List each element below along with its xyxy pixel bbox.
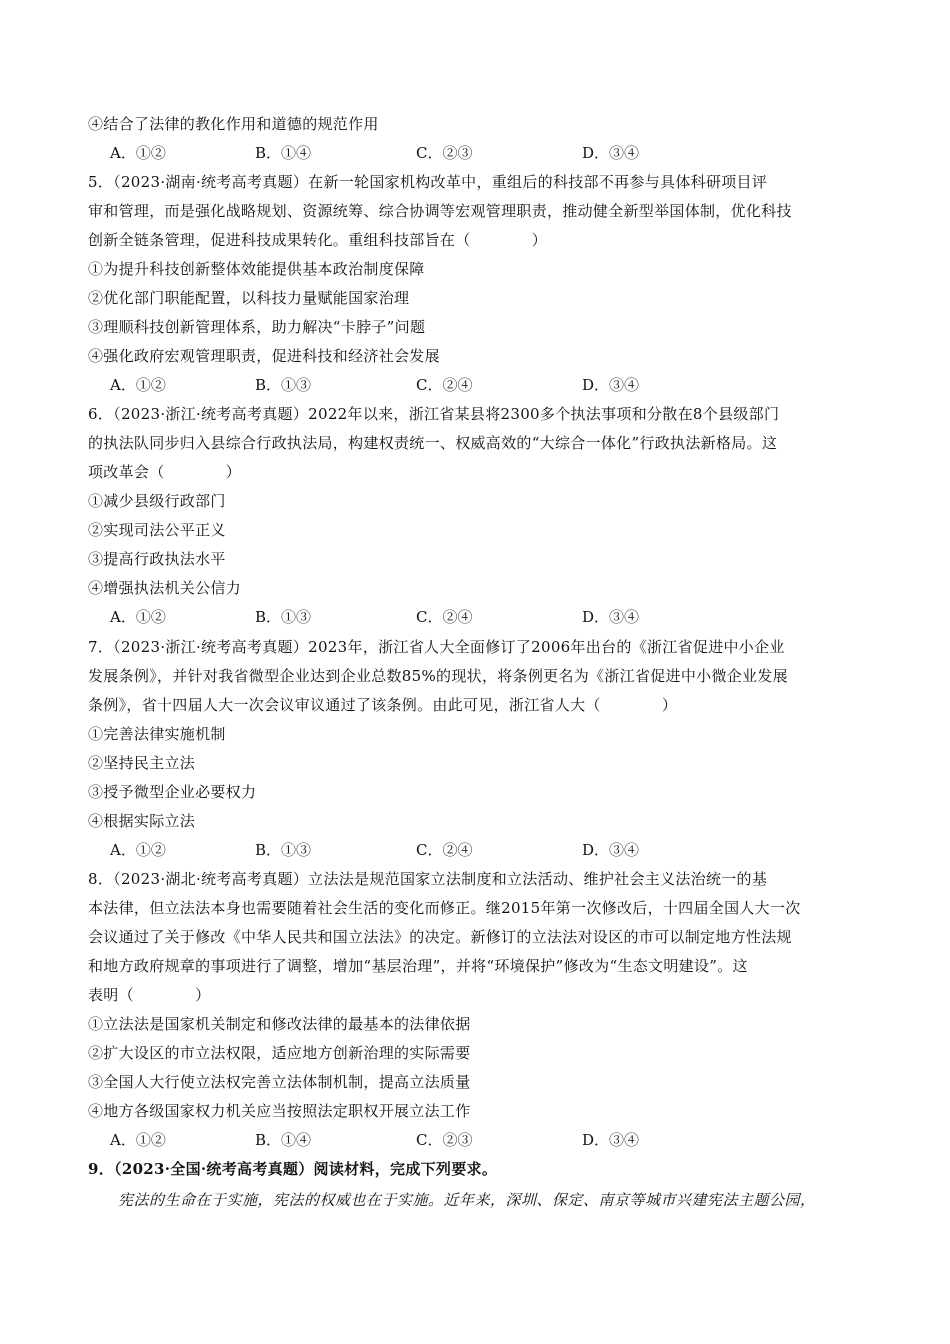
choice-a[interactable]: A．①②	[110, 841, 166, 859]
choice-b[interactable]: B．①③	[255, 376, 312, 394]
q7-statement-1: ①完善法律实施机制	[88, 725, 226, 743]
choice-a[interactable]: A．①②	[110, 376, 166, 394]
q4-option-4: ④结合了法律的教化作用和道德的规范作用	[88, 115, 379, 133]
q8-stem-line-2: 本法律，但立法法本身也需要随着社会生活的变化而修正。继2015年第一次修改后，十四届全国人大一次	[88, 899, 801, 917]
q8-statement-1: ①立法法是国家机关制定和修改法律的最基本的法律依据	[88, 1015, 471, 1033]
q5-stem-line-1: 5．（2023·湖南·统考高考真题）在新一轮国家机构改革中，重组后的科技部不再参与具体科研项目评	[88, 173, 768, 191]
choice-d[interactable]: D．③④	[582, 376, 640, 394]
q7-stem-line-3: 条例》，省十四届人大一次会议审议通过了该条例。由此可见，浙江省人大（ ）	[88, 696, 678, 714]
q5-stem-line-2: 审和管理，而是强化战略规划、资源统筹、综合协调等宏观管理职责，推动健全新型举国体制，优化科技	[88, 202, 792, 220]
choice-a[interactable]: A．①②	[110, 608, 166, 626]
q8-stem-line-5: 表明（ ）	[88, 986, 211, 1004]
q6-statement-1: ①减少县级行政部门	[88, 492, 226, 510]
choice-c[interactable]: C．②④	[416, 608, 473, 626]
q5-stem-line-3: 创新全链条管理，促进科技成果转化。重组科技部旨在（ ）	[88, 231, 548, 249]
q9-material-text: 宪法的生命在于实施，宪法的权威也在于实施。近年来，深圳、保定、南京等城市兴建宪法主题公园，	[118, 1191, 816, 1209]
q6-statement-4: ④增强执法机关公信力	[88, 579, 242, 597]
q7-statement-2: ②坚持民主立法	[88, 754, 196, 772]
q6-stem-line-3: 项改革会（ ）	[88, 463, 242, 481]
choice-d[interactable]: D．③④	[582, 841, 640, 859]
q8-stem-line-3: 会议通过了关于修改《中华人民共和国立法法》的决定。新修订的立法法对设区的市可以制定地方性法规	[88, 928, 792, 946]
choice-b[interactable]: B．①④	[255, 144, 312, 162]
choice-a[interactable]: A．①②	[110, 144, 166, 162]
q7-stem-line-2: 发展条例》，并针对我省微型企业达到企业总数85%的现状，将条例更名为《浙江省促进中小微企业发展	[88, 667, 788, 685]
q7-statement-3: ③授予微型企业必要权力	[88, 783, 257, 801]
q8-statement-3: ③全国人大行使立法权完善立法体制机制，提高立法质量	[88, 1073, 471, 1091]
q8-statement-4: ④地方各级国家权力机关应当按照法定职权开展立法工作	[88, 1102, 471, 1120]
q6-stem-line-2: 的执法队同步归入县综合行政执法局，构建权责统一、权威高效的“大综合一体化”行政执法新格局。这	[88, 434, 778, 452]
q8-stem-line-1: 8．（2023·湖北·统考高考真题）立法法是规范国家立法制度和立法活动、维护社会主义法治统一的基	[88, 870, 768, 888]
choice-b[interactable]: B．①④	[255, 1131, 312, 1149]
choice-d[interactable]: D．③④	[582, 144, 640, 162]
choice-d[interactable]: D．③④	[582, 608, 640, 626]
q6-stem-line-1: 6．（2023·浙江·统考高考真题）2022年以来，浙江省某县将2300多个执法事项和分散在8个县级部门	[88, 405, 780, 423]
choice-a[interactable]: A．①②	[110, 1131, 166, 1149]
q8-statement-2: ②扩大设区的市立法权限，适应地方创新治理的实际需要	[88, 1044, 471, 1062]
q9-heading: 9．（2023·全国·统考高考真题）阅读材料，完成下列要求。	[88, 1160, 498, 1178]
q6-statement-2: ②实现司法公平正义	[88, 521, 226, 539]
q5-statement-1: ①为提升科技创新整体效能提供基本政治制度保障	[88, 260, 425, 278]
q5-statement-2: ②优化部门职能配置，以科技力量赋能国家治理	[88, 289, 410, 307]
choice-c[interactable]: C．②③	[416, 144, 473, 162]
choice-c[interactable]: C．②④	[416, 376, 473, 394]
choice-d[interactable]: D．③④	[582, 1131, 640, 1149]
q7-stem-line-1: 7．（2023·浙江·统考高考真题）2023年，浙江省人大全面修订了2006年出台的《浙江省促进中小企业	[88, 638, 785, 656]
q5-statement-4: ④强化政府宏观管理职责，促进科技和经济社会发展	[88, 347, 440, 365]
choice-c[interactable]: C．②③	[416, 1131, 473, 1149]
q8-stem-line-4: 和地方政府规章的事项进行了调整，增加“基层治理”，并将“环境保护”修改为“生态文明建设”。这	[88, 957, 748, 975]
choice-b[interactable]: B．①③	[255, 841, 312, 859]
q7-statement-4: ④根据实际立法	[88, 812, 196, 830]
choice-b[interactable]: B．①③	[255, 608, 312, 626]
q5-statement-3: ③理顺科技创新管理体系，助力解决“卡脖子”问题	[88, 318, 426, 336]
q6-statement-3: ③提高行政执法水平	[88, 550, 226, 568]
choice-c[interactable]: C．②④	[416, 841, 473, 859]
